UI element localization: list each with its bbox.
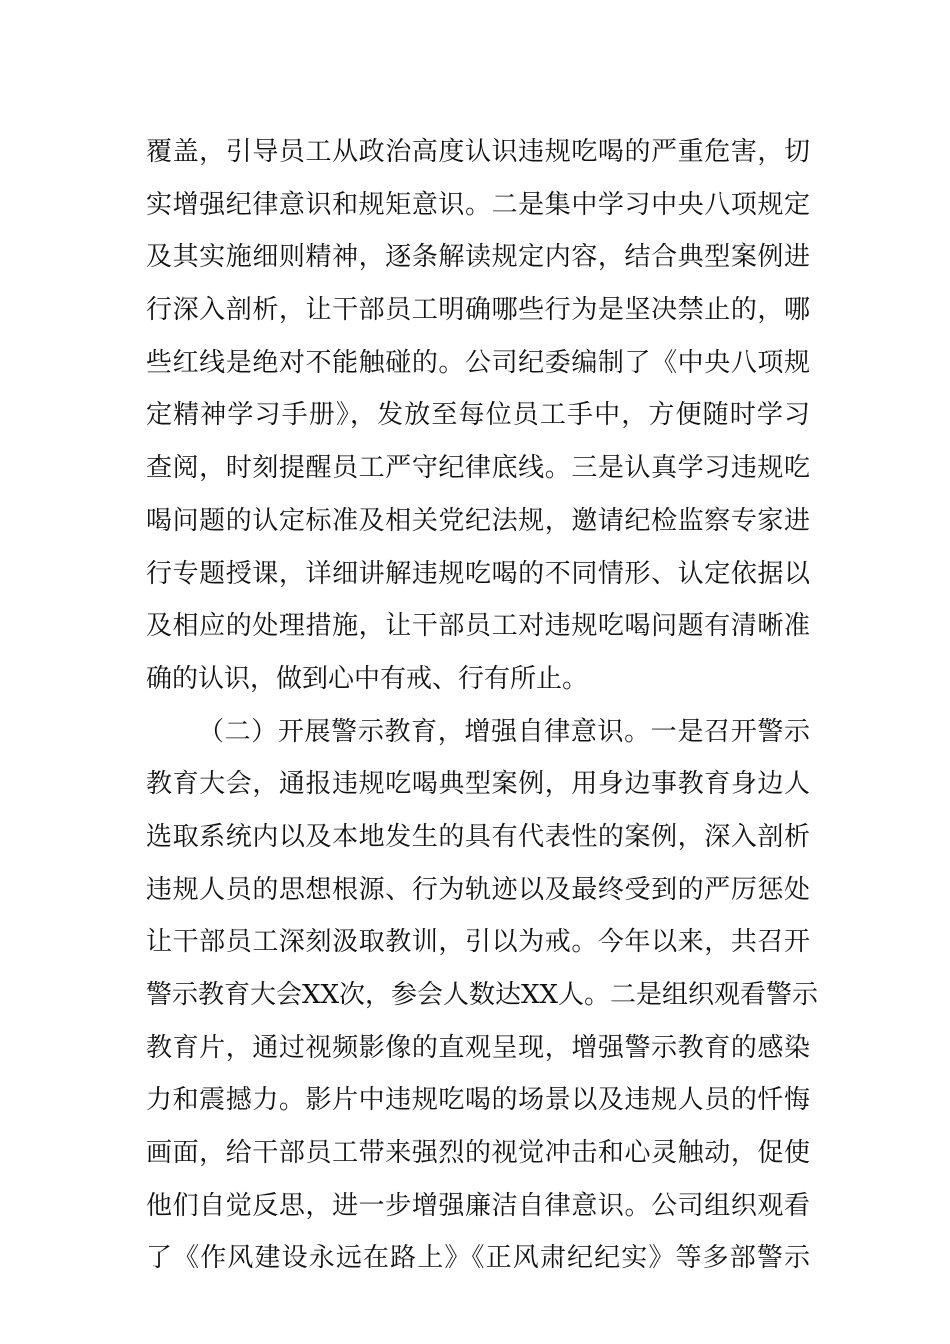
paragraph-2-line: 他们自觉反思，进一步增强廉洁自律意识。公司组织观看 [146,1190,810,1221]
paragraph-1-line: 些红线是绝对不能触碰的。公司纪委编制了《中央八项规 [146,347,810,378]
paragraph-2-line: 违规人员的思想根源、行为轨迹以及最终受到的严厉惩处 [146,874,810,905]
paragraph-1-line: 实增强纪律意识和规矩意识。二是集中学习中央八项规定 [146,189,810,220]
paragraph-1-line: 定精神学习手册》，发放至每位员工手中，方便随时学习 [146,400,810,431]
paragraph-1-line: 喝问题的认定标准及相关党纪法规，邀请纪检监察专家进 [146,505,810,536]
paragraph-1-line: 行专题授课，详细讲解违规吃喝的不同情形、认定依据以 [146,558,810,589]
paragraph-2-heading-line: （二）开展警示教育，增强自律意识。一是召开警示 [198,716,810,747]
paragraph-2-line: 教育片，通过视频影像的直观呈现，增强警示教育的感染 [146,1032,810,1063]
paragraph-2-line: 力和震撼力。影片中违规吃喝的场景以及违规人员的忏悔 [146,1085,810,1116]
paragraph-2-line: 让干部员工深刻汲取教训，引以为戒。今年以来，共召开 [146,927,810,958]
paragraph-1 [146,126,810,706]
paragraph-1-line: 及相应的处理措施，让干部员工对违规吃喝问题有清晰准 [146,611,810,642]
paragraph-2-line: 教育大会，通报违规吃喝典型案例，用身边事教育身边人 [146,769,810,800]
paragraph-1-line: 行深入剖析，让干部员工明确哪些行为是坚决禁止的，哪 [146,295,810,326]
paragraph-2-line: 选取系统内以及本地发生的具有代表性的案例，深入剖析 [146,821,810,852]
paragraph-1-line: 查阅，时刻提醒员工严守纪律底线。三是认真学习违规吃 [146,453,810,484]
paragraph-2-line: 了《作风建设永远在路上》《正风肃纪纪实》等多部警示 [146,1243,810,1274]
paragraph-2 [146,706,819,1286]
paragraph-2-line: 警示教育大会XX次，参会人数达XX人。二是组织观看警示 [146,980,819,1010]
paragraph-1-line: 覆盖，引导员工从政治高度认识违规吃喝的严重危害，切 [146,137,810,167]
paragraph-1-line: 及其实施细则精神，逐条解读规定内容，结合典型案例进 [146,242,810,273]
paragraph-1-line: 确的认识，做到心中有戒、行有所止。 [146,663,589,694]
paragraph-2-line: 画面，给干部员工带来强烈的视觉冲击和心灵触动，促使 [146,1138,810,1169]
body-text [146,126,819,1285]
